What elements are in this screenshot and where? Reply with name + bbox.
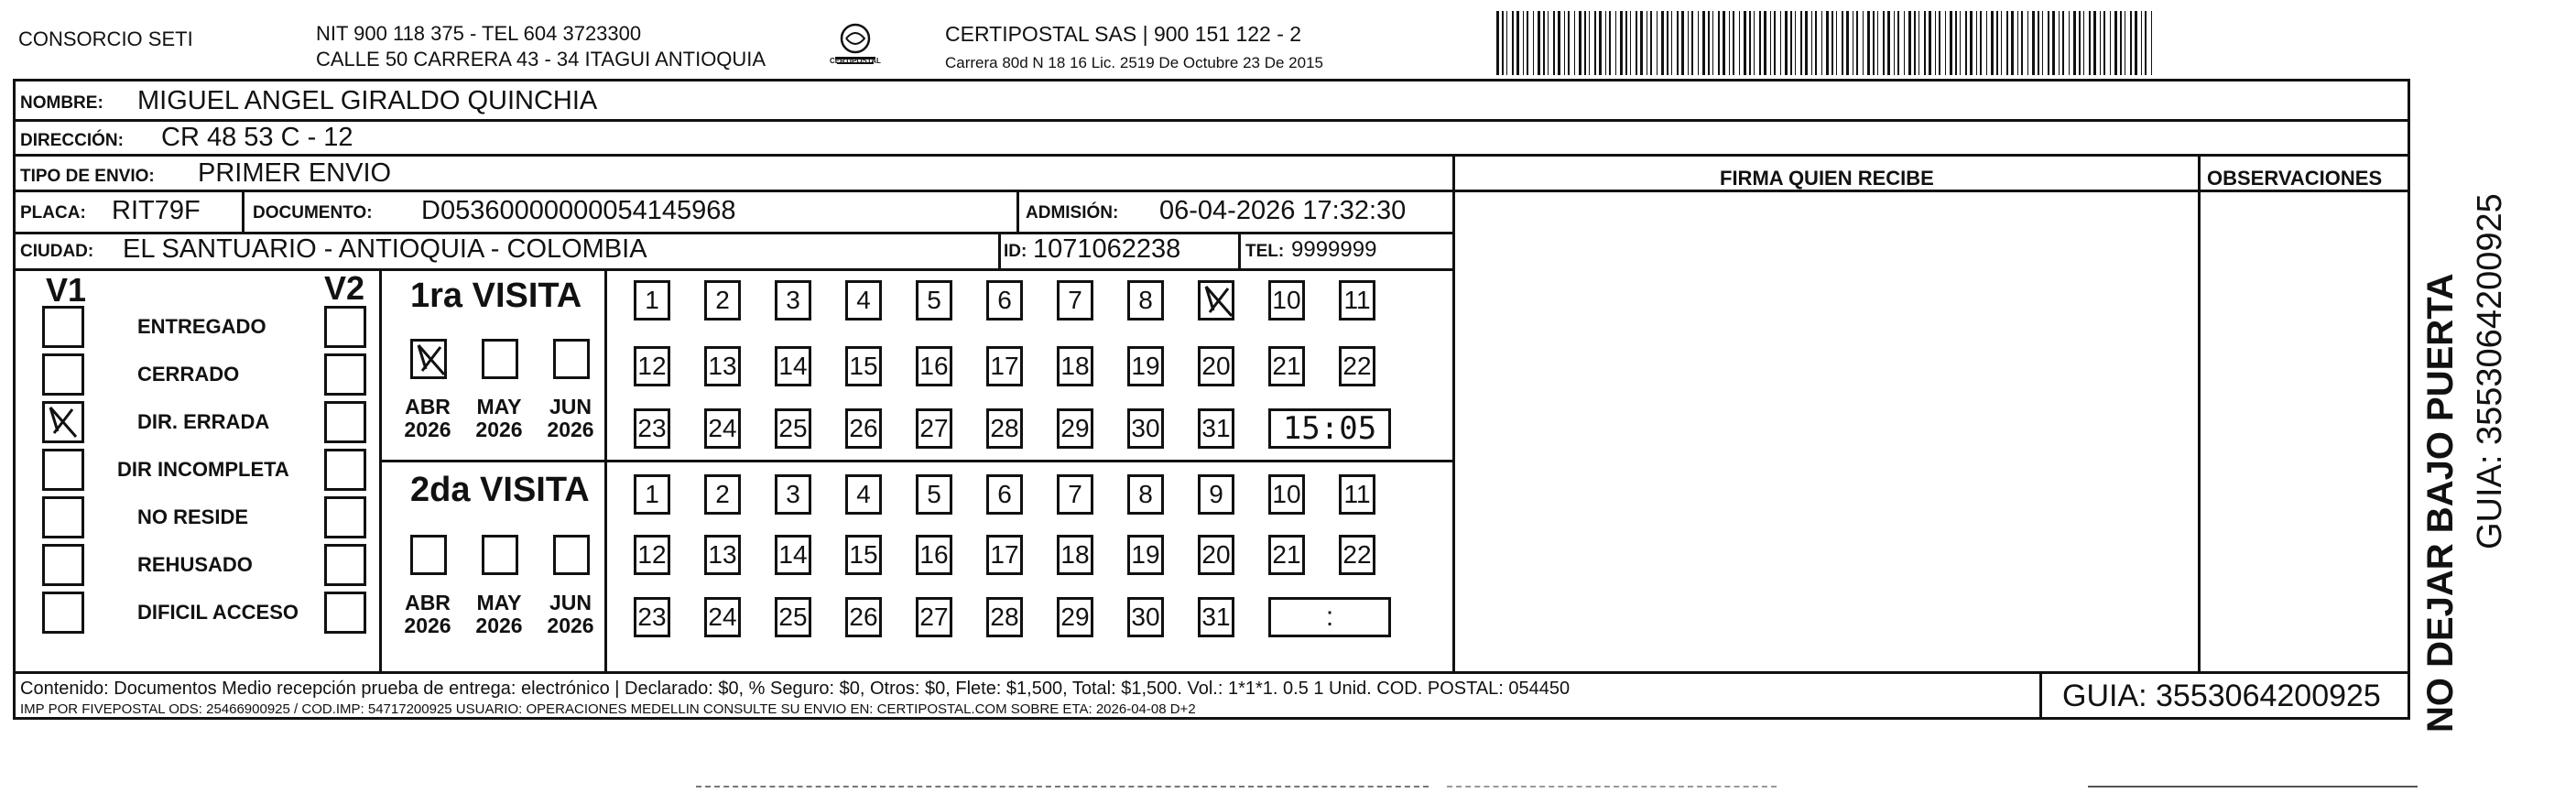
second-visit-day-7[interactable]: 7 <box>1057 474 1093 515</box>
month-year: 2026 <box>475 614 523 638</box>
address-line: CALLE 50 CARRERA 43 - 34 ITAGUI ANTIOQUIA <box>316 48 766 71</box>
second-visit-day-24[interactable]: 24 <box>704 597 741 637</box>
direccion-value: CR 48 53 C - 12 <box>161 123 353 152</box>
first-visit-day-30[interactable]: 30 <box>1127 408 1164 449</box>
first-visit-day-4[interactable]: 4 <box>845 280 882 320</box>
first-visit-day-23[interactable]: 23 <box>634 408 670 449</box>
first-visit-day-10[interactable]: 10 <box>1268 280 1305 320</box>
second-visit-day-10[interactable]: 10 <box>1268 474 1305 515</box>
first-visit-day-1[interactable]: 1 <box>634 280 670 320</box>
month-name: ABR <box>405 395 451 418</box>
nombre-label: NOMBRE: <box>20 93 103 113</box>
admision-label: ADMISIÓN: <box>1026 203 1119 223</box>
month-year: 2026 <box>475 418 523 442</box>
month-year: 2026 <box>404 418 451 442</box>
first-visit-day-5[interactable]: 5 <box>916 280 952 320</box>
second-visit-day-8[interactable]: 8 <box>1127 474 1164 515</box>
first-visit-month-checkbox[interactable] <box>482 339 518 379</box>
v1-checkbox[interactable] <box>42 449 84 491</box>
second-visit-day-15[interactable]: 15 <box>845 535 882 575</box>
second-visit-day-14[interactable]: 14 <box>775 535 811 575</box>
month-year: 2026 <box>404 614 451 638</box>
second-visit-day-21[interactable]: 21 <box>1268 535 1305 575</box>
first-visit-day-18[interactable]: 18 <box>1057 346 1093 386</box>
tipo-envio-label: TIPO DE ENVIO: <box>20 167 155 186</box>
status-label: NO RESIDE <box>137 505 249 528</box>
observaciones-header: OBSERVACIONES <box>2207 167 2383 190</box>
tipo-envio-value: PRIMER ENVIO <box>198 158 392 188</box>
month-name: ABR <box>405 591 451 614</box>
second-visit-day-28[interactable]: 28 <box>986 597 1023 637</box>
second-visit-day-13[interactable]: 13 <box>704 535 741 575</box>
first-visit-month-label <box>396 396 460 442</box>
second-visit-day-5[interactable]: 5 <box>916 474 952 515</box>
first-visit-month-label <box>538 396 603 442</box>
second-visit-day-30[interactable]: 30 <box>1127 597 1164 637</box>
license-line: Carrera 80d N 18 16 Lic. 2519 De Octubre 23 De 2015 <box>945 54 1323 71</box>
nit-line: NIT 900 118 375 - TEL 604 3723300 <box>316 22 642 45</box>
v1-checkbox[interactable] <box>42 306 84 348</box>
ciudad-label: CIUDAD: <box>20 242 94 261</box>
v2-checkbox[interactable] <box>324 496 366 538</box>
second-visit-month-checkbox[interactable] <box>553 535 590 575</box>
first-visit-day-11[interactable]: 11 <box>1339 280 1375 320</box>
first-visit-day-3[interactable]: 3 <box>775 280 811 320</box>
second-visit-day-4[interactable]: 4 <box>845 474 882 515</box>
first-visit-day-9[interactable] <box>1198 280 1234 320</box>
id-label: ID: <box>1004 242 1027 261</box>
v1-header: V1 <box>46 271 87 309</box>
second-visit-day-9[interactable]: 9 <box>1198 474 1234 515</box>
documento-label: DOCUMENTO: <box>253 203 373 223</box>
v1-checkbox[interactable] <box>42 544 84 586</box>
second-visit-day-20[interactable]: 20 <box>1198 535 1234 575</box>
second-visit-month-checkbox[interactable] <box>410 535 447 575</box>
v2-checkbox[interactable] <box>324 401 366 443</box>
placa-value: RIT79F <box>112 196 201 225</box>
second-visit-month-label <box>467 592 531 638</box>
month-year: 2026 <box>547 614 594 638</box>
first-visit-day-29[interactable]: 29 <box>1057 408 1093 449</box>
second-visit-day-29[interactable]: 29 <box>1057 597 1093 637</box>
first-visit-day-17[interactable]: 17 <box>986 346 1023 386</box>
v1-checkbox[interactable] <box>42 496 84 538</box>
v1-checkbox[interactable] <box>42 592 84 634</box>
first-visit-day-21[interactable]: 21 <box>1268 346 1305 386</box>
v1-checkbox[interactable] <box>42 401 84 443</box>
status-label: DIFICIL ACCESO <box>137 601 299 624</box>
direccion-label: DIRECCIÓN: <box>20 131 124 150</box>
month-name: MAY <box>476 395 522 418</box>
second-visit-day-12[interactable]: 12 <box>634 535 670 575</box>
first-visit-day-8[interactable]: 8 <box>1127 280 1164 320</box>
ciudad-value: EL SANTUARIO - ANTIOQUIA - COLOMBIA <box>123 234 647 264</box>
second-visit-time[interactable]: : <box>1268 597 1391 637</box>
first-visit-day-28[interactable]: 28 <box>986 408 1023 449</box>
nombre-value: MIGUEL ANGEL GIRALDO QUINCHIA <box>137 86 598 115</box>
first-visit-day-26[interactable]: 26 <box>845 408 882 449</box>
second-visit-title: 2da VISITA <box>410 471 590 509</box>
placa-label: PLACA: <box>20 203 86 223</box>
first-visit-day-31[interactable]: 31 <box>1198 408 1234 449</box>
v1-checkbox[interactable] <box>42 353 84 396</box>
second-visit-day-2[interactable]: 2 <box>704 474 741 515</box>
v2-checkbox[interactable] <box>324 592 366 634</box>
second-visit-day-27[interactable]: 27 <box>916 597 952 637</box>
first-visit-day-20[interactable]: 20 <box>1198 346 1234 386</box>
status-label: DIR. ERRADA <box>137 410 270 433</box>
first-visit-day-22[interactable]: 22 <box>1339 346 1375 386</box>
first-visit-day-16[interactable]: 16 <box>916 346 952 386</box>
cut-line-2 <box>1447 786 1777 788</box>
admision-value: 06-04-2026 17:32:30 <box>1159 196 1407 225</box>
second-visit-day-18[interactable]: 18 <box>1057 535 1093 575</box>
second-visit-month-label <box>538 592 603 638</box>
second-visit-day-17[interactable]: 17 <box>986 535 1023 575</box>
logo-caption: CERTIPOSTAL <box>830 57 881 65</box>
second-visit-day-19[interactable]: 19 <box>1127 535 1164 575</box>
id-value: 1071062238 <box>1033 234 1181 264</box>
second-visit-month-checkbox[interactable] <box>482 535 518 575</box>
cut-line-3 <box>2088 786 2418 788</box>
barcode <box>1495 11 2159 75</box>
status-label: CERRADO <box>137 363 240 386</box>
second-visit-day-31[interactable]: 31 <box>1198 597 1234 637</box>
second-visit-day-11[interactable]: 11 <box>1339 474 1375 515</box>
month-year: 2026 <box>547 418 594 442</box>
first-visit-day-19[interactable]: 19 <box>1127 346 1164 386</box>
cut-line <box>696 786 1429 788</box>
first-visit-day-2[interactable]: 2 <box>704 280 741 320</box>
v2-checkbox[interactable] <box>324 544 366 586</box>
status-label: DIR INCOMPLETA <box>117 458 289 481</box>
v2-header: V2 <box>324 269 365 307</box>
second-visit-day-23[interactable]: 23 <box>634 597 670 637</box>
certipostal-line: CERTIPOSTAL SAS | 900 151 122 - 2 <box>945 22 1302 46</box>
month-name: MAY <box>476 591 522 614</box>
second-visit-day-22[interactable]: 22 <box>1339 535 1375 575</box>
firma-header: FIRMA QUIEN RECIBE <box>1720 167 1934 190</box>
first-visit-day-6[interactable]: 6 <box>986 280 1023 320</box>
month-name: JUN <box>549 395 592 418</box>
tel-label: TEL: <box>1245 242 1285 261</box>
tel-value: 9999999 <box>1291 237 1377 262</box>
first-visit-day-27[interactable]: 27 <box>916 408 952 449</box>
first-visit-day-7[interactable]: 7 <box>1057 280 1093 320</box>
documento-value: D05360000000054145968 <box>421 196 736 225</box>
no-dejar-bajo-puerta: NO DEJAR BAJO PUERTA <box>2420 273 2461 733</box>
first-visit-day-24[interactable]: 24 <box>704 408 741 449</box>
second-visit-month-label <box>396 592 460 638</box>
first-visit-day-25[interactable]: 25 <box>775 408 811 449</box>
first-visit-day-14[interactable]: 14 <box>775 346 811 386</box>
first-visit-title: 1ra VISITA <box>410 277 582 315</box>
footer-contenido: Contenido: Documentos Medio recepción prueba de entrega: electrónico | Declarado: $0, % Seguro: $0, Otros: $0, Flete: $1,500, Total: $1,500. Vol.: 1*1*1. 0.5 1 Unid. COD. POSTAL: 054450 <box>20 679 1571 699</box>
second-visit-day-16[interactable]: 16 <box>916 535 952 575</box>
status-label: ENTREGADO <box>137 315 266 338</box>
status-label: REHUSADO <box>137 553 253 576</box>
v2-checkbox[interactable] <box>324 449 366 491</box>
month-name: JUN <box>549 591 592 614</box>
second-visit-day-3[interactable]: 3 <box>775 474 811 515</box>
v2-checkbox[interactable] <box>324 306 366 348</box>
v2-checkbox[interactable] <box>324 353 366 396</box>
first-visit-month-label <box>467 396 531 442</box>
first-visit-day-15[interactable]: 15 <box>845 346 882 386</box>
second-visit-day-1[interactable]: 1 <box>634 474 670 515</box>
first-visit-month-checkbox[interactable] <box>410 339 447 379</box>
first-visit-day-12[interactable]: 12 <box>634 346 670 386</box>
second-visit-day-25[interactable]: 25 <box>775 597 811 637</box>
side-guia: GUIA: 3553064200925 <box>2471 193 2509 549</box>
second-visit-day-26[interactable]: 26 <box>845 597 882 637</box>
first-visit-time[interactable]: 15:05 <box>1268 408 1391 449</box>
second-visit-day-6[interactable]: 6 <box>986 474 1023 515</box>
first-visit-month-checkbox[interactable] <box>553 339 590 379</box>
footer-imp: IMP POR FIVEPOSTAL ODS: 25466900925 / COD.IMP: 54717200925 USUARIO: OPERACIONES MEDELLIN CONSULTE SU ENVIO EN: CERTIPOSTAL.COM SOBRE ETA: 2026-04-08 D+2 <box>20 701 1196 717</box>
company-name: CONSORCIO SETI <box>18 27 193 50</box>
first-visit-day-13[interactable]: 13 <box>704 346 741 386</box>
footer-guia: GUIA: 3553064200925 <box>2062 679 2381 713</box>
